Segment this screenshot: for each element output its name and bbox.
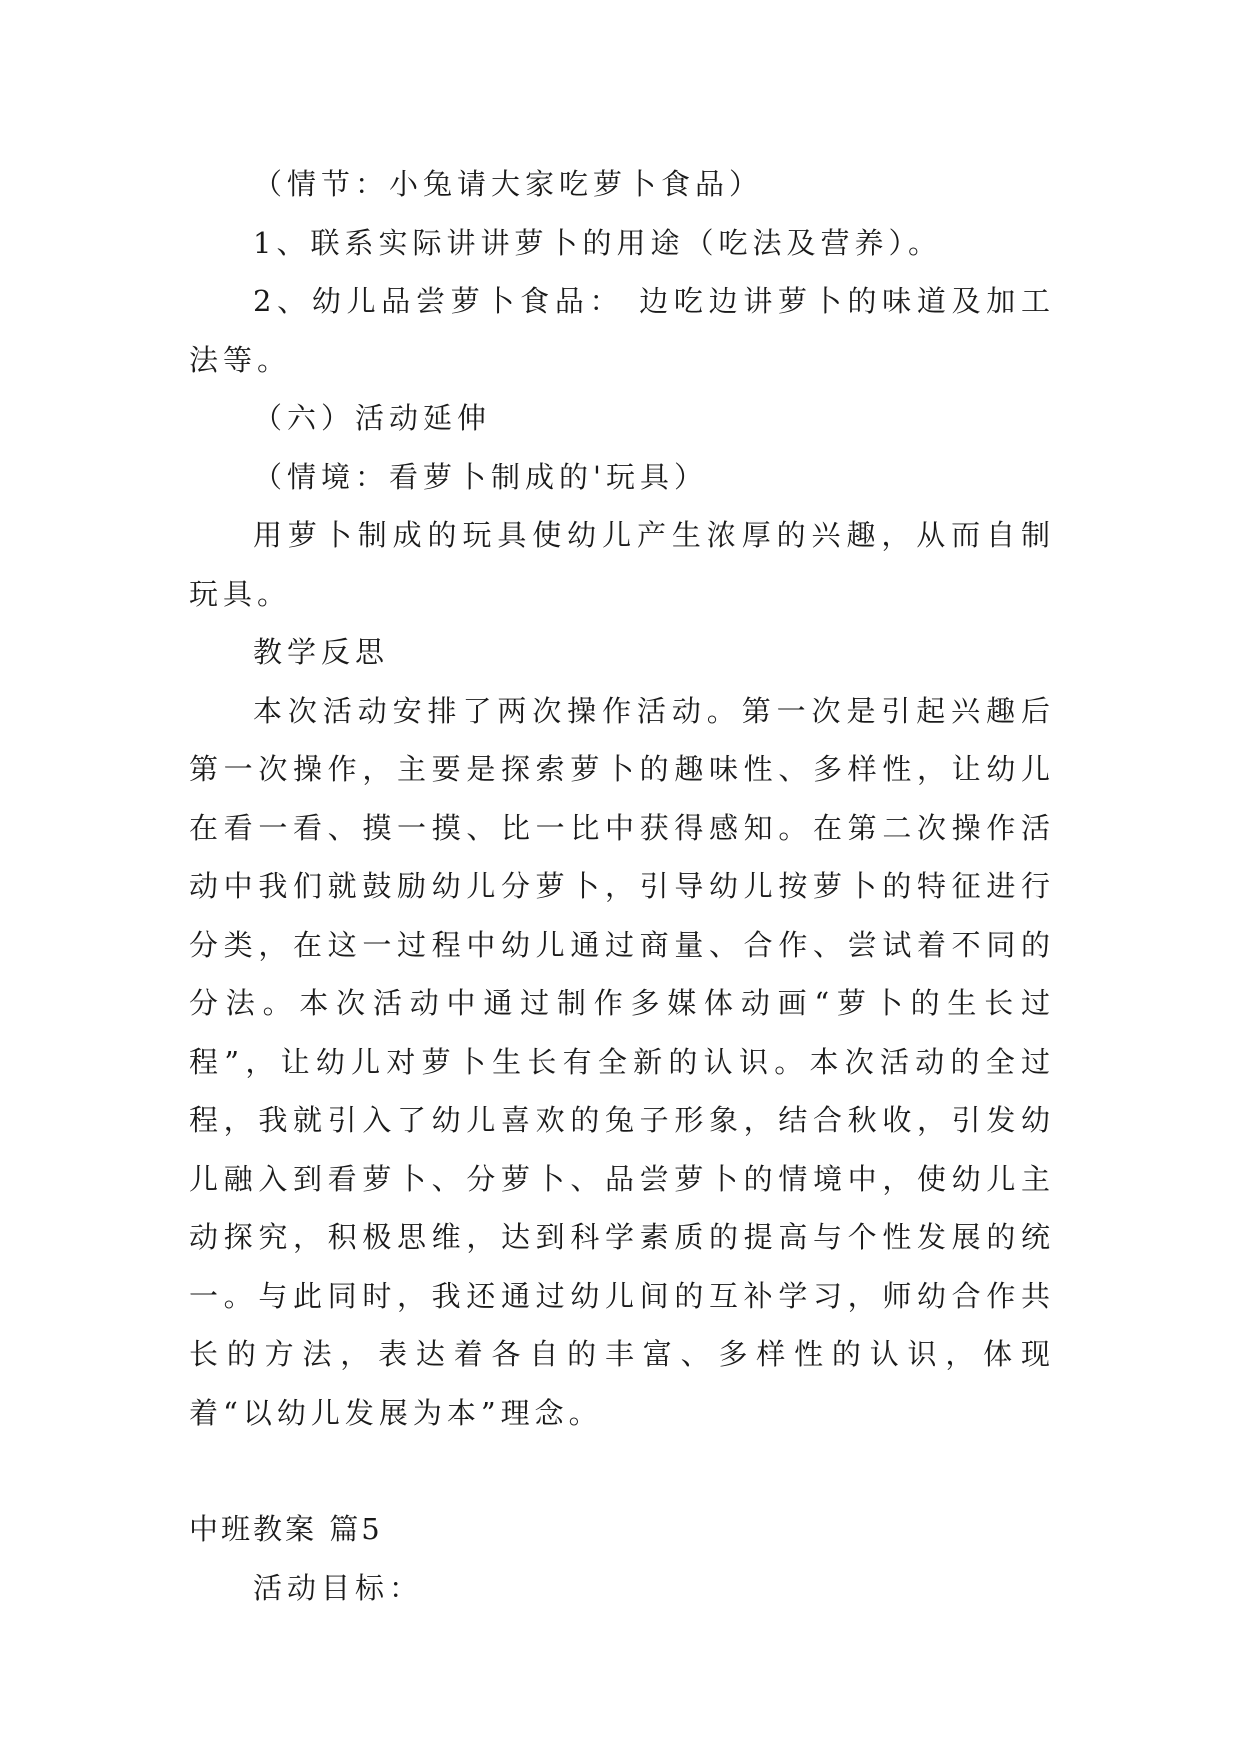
paragraph-section-six: （六）活动延伸 bbox=[253, 401, 492, 435]
paragraph-item-2: 2、幼儿品尝萝卜食品： 边吃边讲萝卜的味道及加工法等。 bbox=[189, 284, 1055, 377]
document-body bbox=[189, 155, 1055, 1617]
section-heading: 中班教案 篇5 bbox=[189, 1512, 383, 1546]
paragraph-reflection-title: 教学反思 bbox=[253, 635, 390, 669]
paragraph-situation-note: （情境：看萝卜制成的'玩具） bbox=[253, 459, 708, 494]
paragraph-reflection-body: 本次活动安排了两次操作活动。第一次是引起兴趣后第一次操作，主要是探索萝卜的趣味性、多样性，让幼儿在看一看、摸一摸、比一比中获得感知。在第二次操作活动中我们就鼓励幼儿分萝卜，引导幼儿按萝卜的特征进行分类，在这一过程中幼儿通过商量、合作、尝试着不同的分法。本次活动中通过制作多媒体动画“萝卜的生长过程”，让幼儿对萝卜生长有全新的认识。本次活动的全过程，我就引入了幼儿喜欢的兔子形象，结合秋收，引发幼儿融入到看萝卜、分萝卜、品尝萝卜的情境中，使幼儿主动探究，积极思维，达到科学素质的提高与个性发展的统一。与此同时，我还通过幼儿间的互补学习，师幼合作共长的方法，表达着各自的丰富、多样性的认识，体现着“以幼儿发展为本”理念。 bbox=[189, 693, 1055, 1430]
paragraph-activity-goals: 活动目标： bbox=[253, 1570, 424, 1605]
paragraph-toy-extension: 用萝卜制成的玩具使幼儿产生浓厚的兴趣，从而自制玩具。 bbox=[189, 518, 1055, 611]
paragraph-item-1: 1、联系实际讲讲萝卜的用途（吃法及营养）。 bbox=[253, 225, 942, 260]
paragraph-plot-note: （情节：小兔请大家吃萝卜食品） bbox=[253, 167, 764, 201]
